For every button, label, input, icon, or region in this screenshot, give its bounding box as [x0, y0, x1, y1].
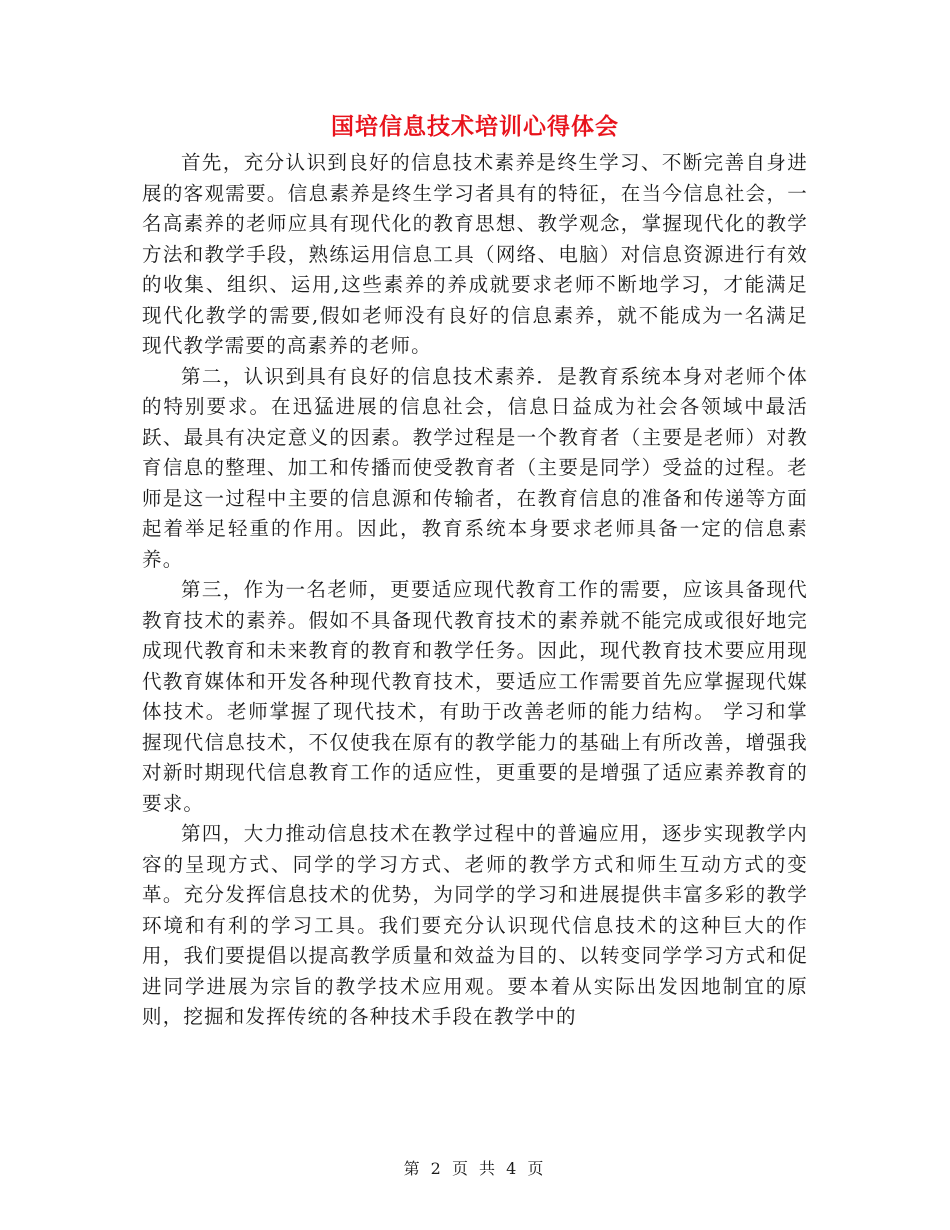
paragraph-3: 第三，作为一名老师，更要适应现代教育工作的需要，应该具备现代教育技术的素养。假如不具备现代教育技术的素养就不能完成或很好地完成现代教育和未来教育的教育和教学任务。因此，现代教育技术要应用现代教育媒体和开发各种现代教育技术，要适应工作需要首先应掌握现代媒体技术。老师掌握了现代技术，有助于改善老师的能力结构。 学习和掌握现代信息技术，不仅使我在原有的教学能力的基础上有所改善，增强我对新时期现代信息教育工作的适应性，更重要的是增强了适应素养教育的要求。 [142, 578, 808, 815]
page-number-footer: 第 2 页 共 4 页 [403, 1159, 547, 1178]
page-title: 国培信息技术培训心得体会 [331, 114, 619, 140]
document-body [142, 148, 808, 1033]
paragraph-1: 首先，充分认识到良好的信息技术素养是终生学习、不断完善自身进展的客观需要。信息素养是终生学习者具有的特征，在当今信息社会，一名高素养的老师应具有现代化的教育思想、教学观念，掌握现代化的教学方法和教学手段，熟练运用信息工具（网络、电脑）对信息资源进行有效的收集、组织、运用,这些素养的养成就要求老师不断地学习，才能满足现代化教学的需要,假如老师没有良好的信息素养，就不能成为一名满足现代教学需要的高素养的老师。 [142, 151, 808, 357]
paragraph-2: 第二，认识到具有良好的信息技术素养．是教育系统本身对老师个体的特别要求。在迅猛进展的信息社会，信息日益成为社会各领域中最活跃、最具有决定意义的因素。教学过程是一个教育者（主要是老师）对教育信息的整理、加工和传播而使受教育者（主要是同学）受益的过程。老师是这一过程中主要的信息源和传输者，在教育信息的准备和传递等方面起着举足轻重的作用。因此，教育系统本身要求老师具备一定的信息素养。 [142, 364, 808, 571]
paragraph-4: 第四，大力推动信息技术在教学过程中的普遍应用，逐步实现教学内容的呈现方式、同学的学习方式、老师的教学方式和师生互动方式的变革。充分发挥信息技术的优势，为同学的学习和进展提供丰富多彩的教学环境和有利的学习工具。我们要充分认识现代信息技术的这种巨大的作用，我们要提倡以提高教学质量和效益为目的、以转变同学学习方式和促进同学进展为宗旨的教学技术应用观。要本着从实际出发因地制宜的原则，挖掘和发挥传统的各种技术手段在教学中的 [142, 822, 808, 1028]
